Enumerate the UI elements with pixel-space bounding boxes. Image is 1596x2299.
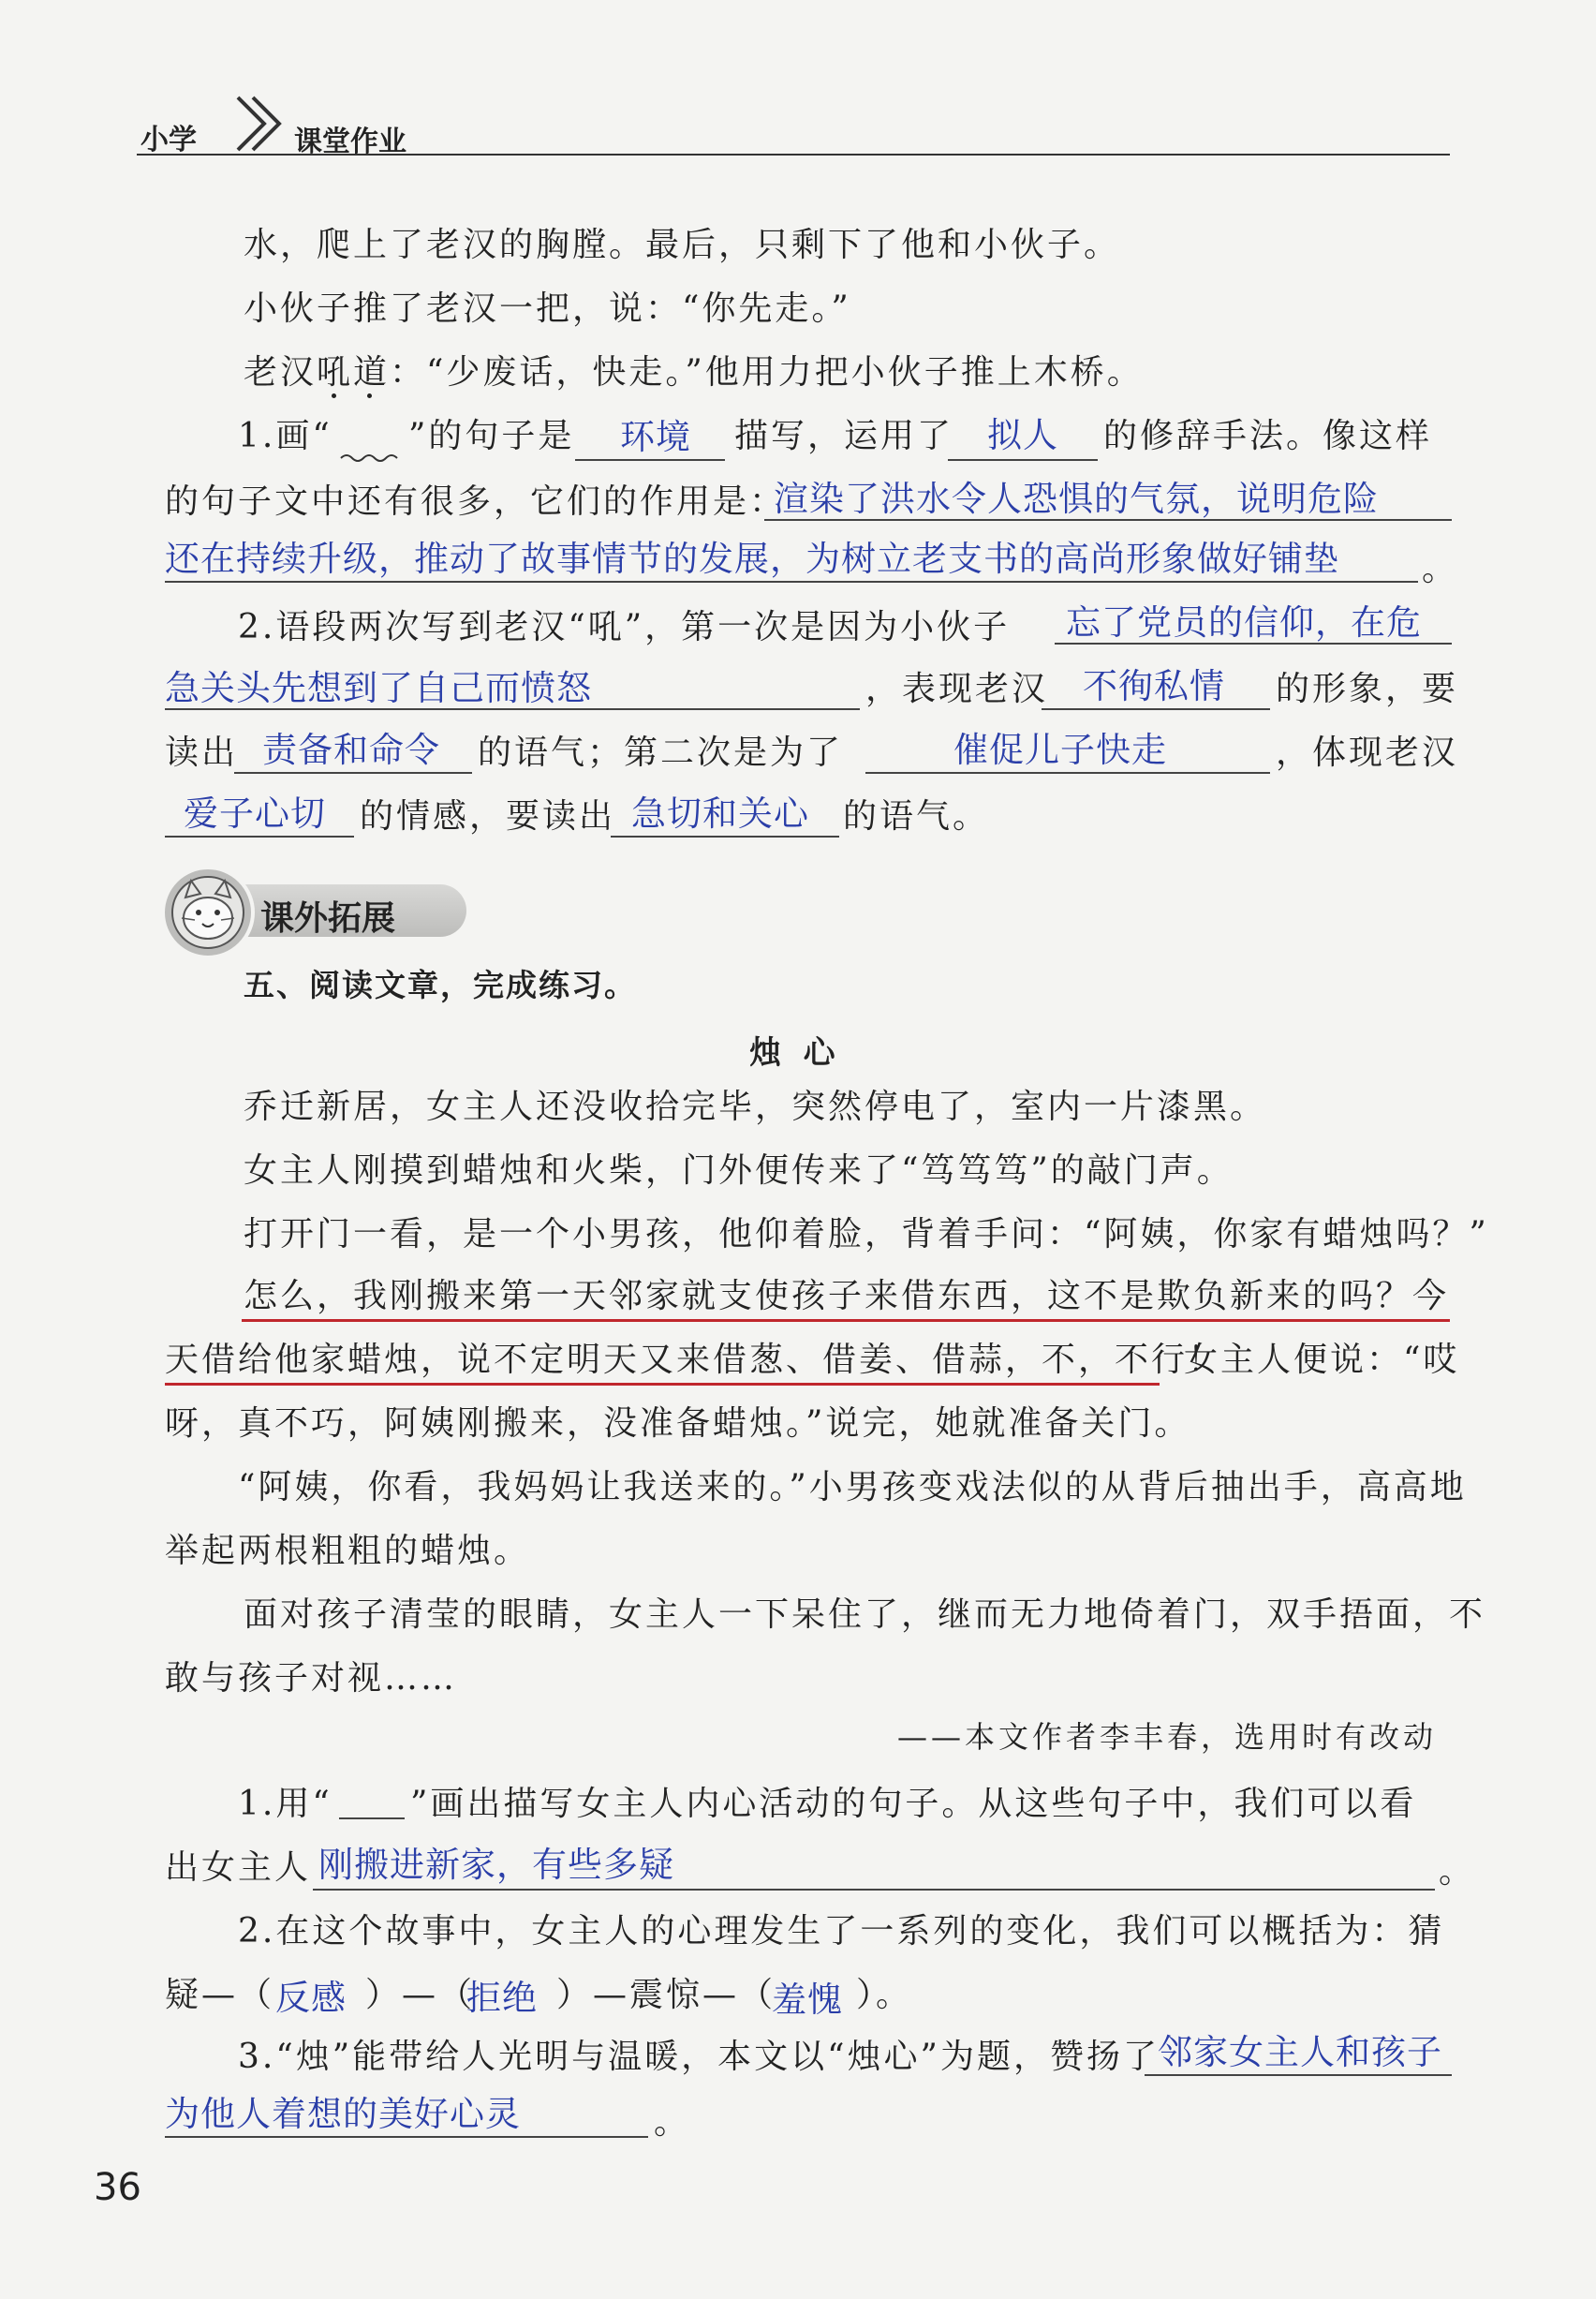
q2-blank-6	[165, 836, 354, 838]
q2-text-6: ，体现老汉	[1276, 734, 1459, 772]
q2-text-4: 读出	[165, 734, 239, 772]
r2-text-5: ）。	[856, 1976, 913, 2014]
r2-answer-2: 拒绝	[466, 1978, 538, 2018]
article-para-4-line-3: 呀，真不巧，阿姨刚搬来，没准备蜡烛。”说完，她就准备关门。	[165, 1404, 1191, 1443]
r1-text-1: 1.用“	[238, 1785, 332, 1823]
double-chevron-icon	[232, 94, 288, 154]
q2-blank-1	[1055, 643, 1452, 645]
article-source: ——本文作者李丰春，选用时有改动	[897, 1719, 1438, 1755]
article-para-6-line-2: 敢与孩子对视……	[165, 1659, 458, 1698]
article-para-4-line-2a: 天借给他家蜡烛，说不定明天又来借葱、借姜、借蒜，不，不行！	[165, 1341, 1225, 1379]
wavy-line-mark	[339, 452, 405, 465]
r1-text-3: 出女主人	[165, 1848, 312, 1887]
r3-text-1: 3.“烛”能带给人光明与温暖，本文以“烛心”为题，赞扬了	[238, 2038, 1160, 2076]
q5-title: 五、阅读文章，完成练习。	[244, 967, 637, 1003]
header-rule	[137, 154, 1450, 156]
r3-blank-1	[1145, 2074, 1452, 2076]
q1-answer-environment: 环境	[620, 417, 691, 457]
story-line-2: 小伙子推了老汉一把，说：“你先走。”	[244, 289, 851, 328]
header-level: 小学	[140, 124, 197, 156]
cat-mascot-icon	[161, 866, 255, 959]
q2-answer-reason-2: 急关头先想到了自己而愤怒	[165, 668, 592, 708]
q1-answer-effect-2: 还在持续升级，推动了故事情节的发展，为树立老支书的高尚形象做好铺垫	[165, 539, 1339, 579]
q2-blank-2	[165, 708, 860, 710]
r3-end: 。	[654, 2103, 691, 2142]
q1-blank-2	[948, 459, 1098, 461]
q2-blank-5	[865, 772, 1270, 774]
q1-blank-3	[764, 519, 1452, 521]
q1-answer-effect-1: 渲染了洪水令人恐惧的气氛，说明危险	[774, 479, 1379, 519]
r1-text-2: ”画出描写女主人内心活动的句子。从这些句子中，我们可以看	[410, 1785, 1417, 1823]
q1-text-2: ”的句子是	[408, 417, 575, 455]
article-para-5-line-1: “阿姨，你看，我妈妈让我送来的。”小男孩变戏法似的从背后抽出手，高高地	[238, 1468, 1467, 1506]
straight-line-mark	[339, 1817, 405, 1819]
q2-answer-image: 不徇私情	[1083, 666, 1225, 706]
article-para-5-line-2: 举起两根粗粗的蜡烛。	[165, 1532, 531, 1570]
article-para-4-line-1: 怎么，我刚搬来第一天邻家就支使孩子来借东西，这不是欺负新来的吗？今	[244, 1277, 1450, 1315]
story-line-1: 水，爬上了老汉的胸膛。最后，只剩下了他和小伙子。	[244, 226, 1121, 264]
r2-answer-3: 羞愧	[772, 1980, 843, 2020]
r2-text-4: ）—震惊—（	[556, 1976, 776, 2014]
inner-thought-underline-2	[165, 1383, 1160, 1386]
story-line-3: 老汉吼道：“少废话，快走。”他用力把小伙子推上木桥。	[244, 353, 1144, 392]
q2-answer-reason-1: 忘了党员的信仰，在危	[1066, 602, 1422, 643]
q2-blank-7	[611, 836, 839, 838]
emphasis-dot	[367, 393, 372, 398]
r2-answer-1: 反感	[275, 1978, 347, 2018]
q1-text-4: 的修辞手法。像这样	[1103, 417, 1433, 455]
q2-text-1: 2.语段两次写到老汉“吼”，第一次是因为小伙子	[238, 608, 1011, 646]
header-book: 课堂作业	[294, 126, 406, 158]
q2-answer-purpose: 催促儿子快走	[953, 730, 1167, 770]
r2-text-3: ）—（	[365, 1976, 476, 2014]
q1-text-5: 的句子文中还有很多，它们的作用是：	[165, 482, 787, 521]
article-title: 烛 心	[749, 1034, 835, 1072]
q2-answer-tone-2: 急切和关心	[631, 794, 809, 834]
r2-text-2: 疑—（	[165, 1976, 275, 2014]
r1-blank	[313, 1889, 1435, 1891]
q2-text-7: 的情感，要读出	[360, 797, 616, 836]
article-para-4-line-2b: 女主人便说：“哎	[1184, 1341, 1460, 1379]
r1-end: 。	[1439, 1852, 1476, 1891]
section-title: 课外拓展	[260, 899, 396, 938]
q2-text-8: 的语气。	[843, 797, 990, 836]
r3-answer-1: 邻家女主人和孩子	[1158, 2032, 1442, 2072]
page-number: 36	[94, 2166, 141, 2209]
q2-blank-3	[1042, 708, 1270, 710]
r3-answer-2: 为他人着想的美好心灵	[165, 2094, 521, 2134]
q1-prefix: 1.画“	[238, 417, 332, 455]
q1-blank-4	[165, 581, 1418, 583]
q1-text-3: 描写，运用了	[734, 417, 954, 455]
q1-answer-rhetoric: 拟人	[987, 415, 1058, 455]
r3-blank-2	[165, 2136, 648, 2138]
article-para-6-line-1: 面对孩子清莹的眼睛，女主人一下呆住了，继而无力地倚着门，双手捂面，不	[244, 1595, 1486, 1634]
r1-answer: 刚搬进新家，有些多疑	[318, 1845, 674, 1885]
inner-thought-underline-1	[242, 1319, 1450, 1322]
article-para-3: 打开门一看，是一个小男孩，他仰着脸，背着手问：“阿姨，你家有蜡烛吗？”	[244, 1215, 1489, 1253]
q2-text-2: ，表现老汉	[865, 670, 1049, 708]
article-para-2: 女主人刚摸到蜡烛和火柴，门外便传来了“笃笃笃”的敲门声。	[244, 1151, 1234, 1190]
q1-end: 。	[1422, 550, 1459, 588]
emphasis-dot	[332, 393, 336, 398]
q2-blank-4	[234, 772, 472, 774]
article-para-1: 乔迁新居，女主人还没收拾完毕，突然停电了，室内一片漆黑。	[244, 1088, 1267, 1126]
q2-answer-emotion: 爱子心切	[184, 794, 326, 834]
q1-blank-1	[575, 459, 725, 461]
r2-text-1: 2.在这个故事中，女主人的心理发生了一系列的变化，我们可以概括为：猜	[238, 1912, 1445, 1950]
q2-answer-tone-1: 责备和命令	[262, 730, 440, 770]
q2-text-5: 的语气；第二次是为了	[478, 734, 844, 772]
q2-text-3: 的形象，要	[1276, 670, 1459, 708]
